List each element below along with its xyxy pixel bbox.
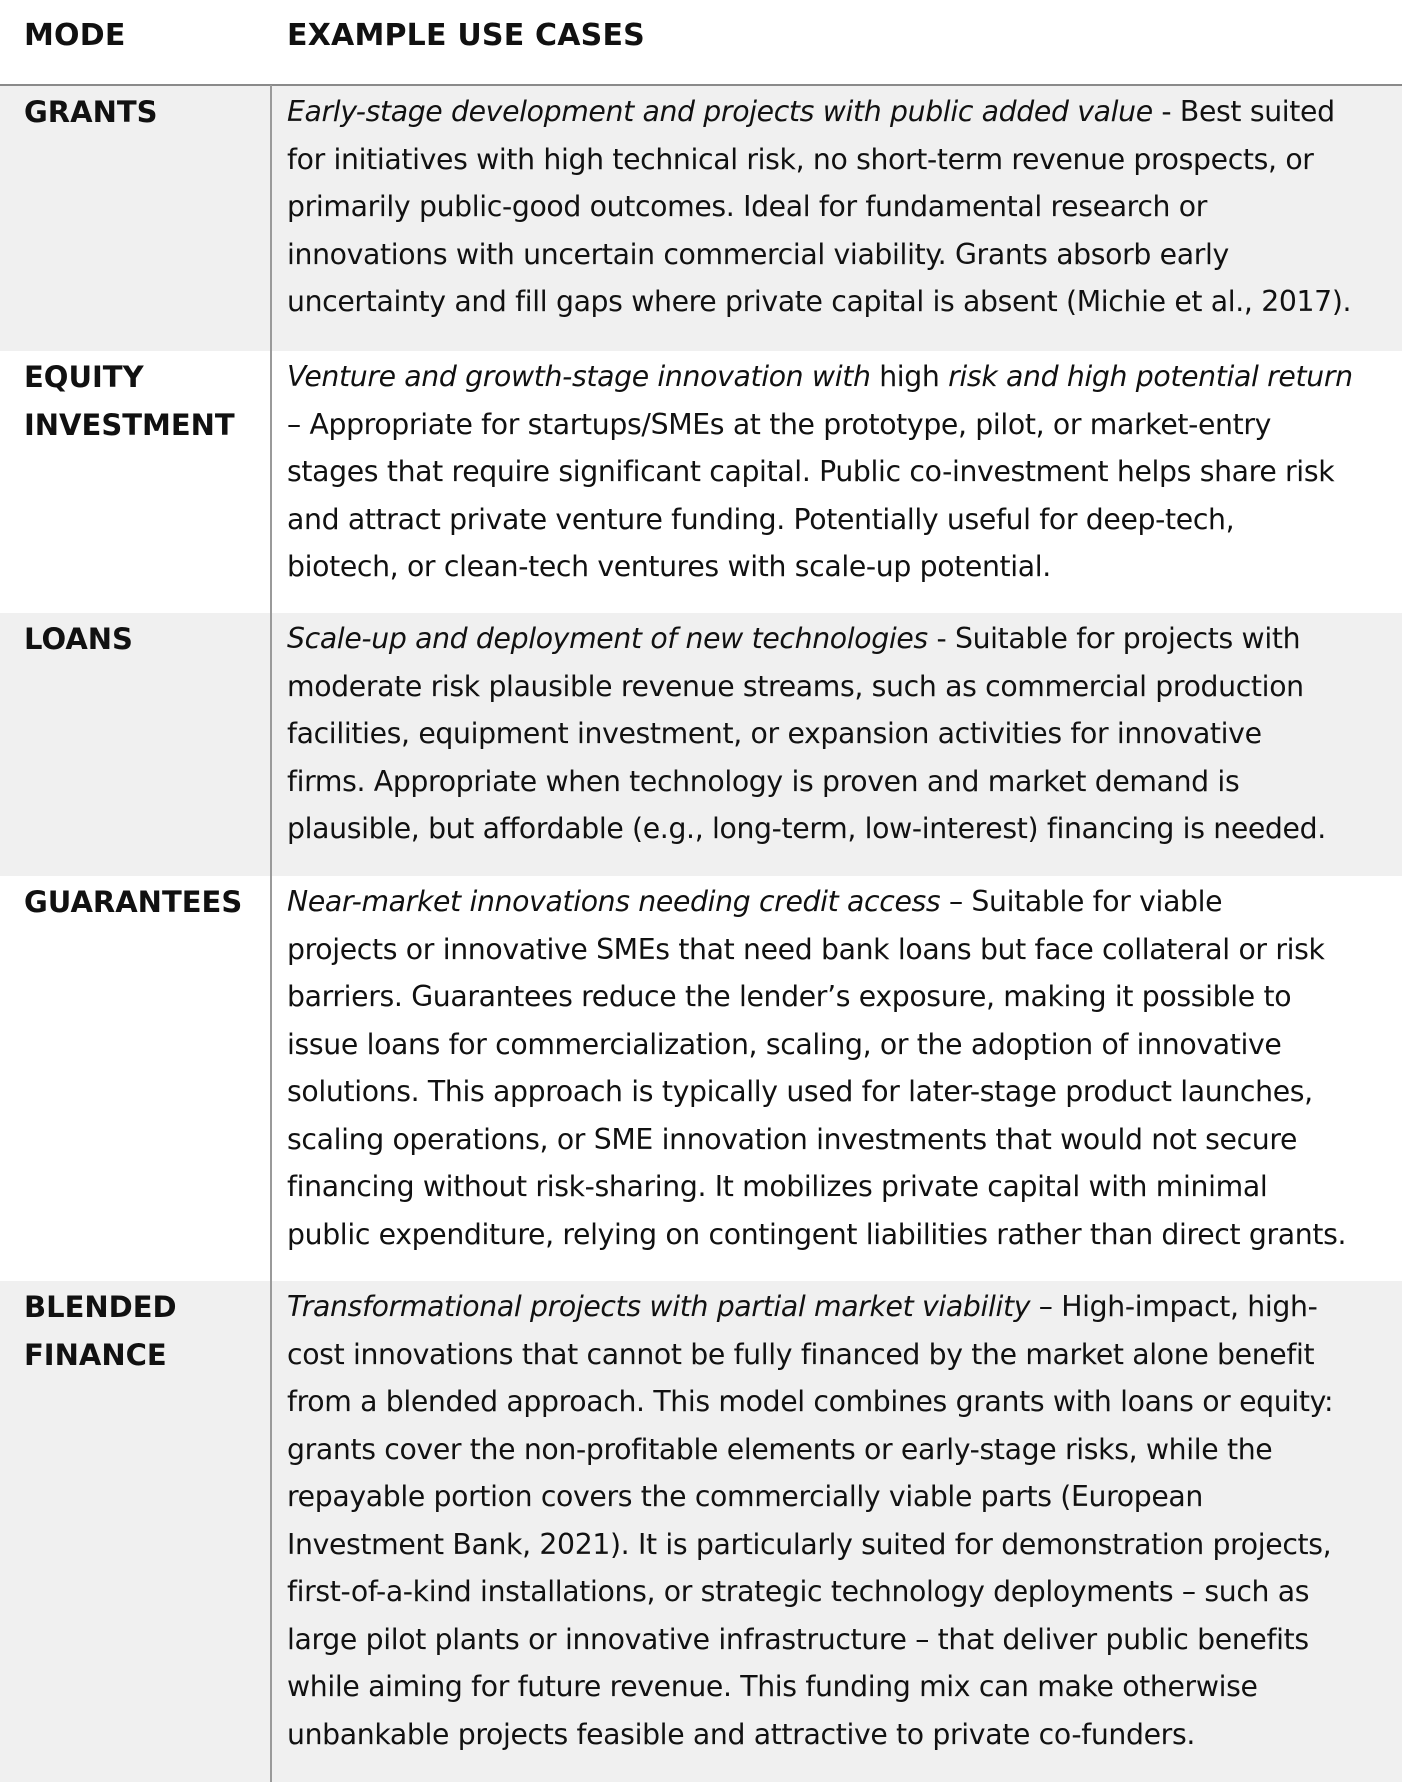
column-divider	[270, 85, 272, 1782]
use-case-cell	[287, 1283, 1395, 1758]
use-case-line	[287, 758, 1395, 806]
body-text: biotech, or clean-tech ventures with scale-up potential.	[287, 550, 1051, 583]
body-text: high	[870, 360, 949, 393]
mode-cell: BLENDED FINANCE	[24, 1290, 177, 1372]
italic-lead-text: risk and high potential return	[948, 360, 1353, 393]
body-text: unbankable projects feasible and attractive to private co-funders.	[287, 1717, 1195, 1751]
body-text: – High-impact, high-	[1030, 1290, 1318, 1323]
body-text: primarily public-good outcomes. Ideal for fundamental research or	[287, 190, 1208, 223]
body-text: – Appropriate for startups/SMEs at the prototype, pilot, or market-entry	[287, 407, 1272, 441]
body-text: large pilot plants or innovative infrastructure – that deliver public benefits	[287, 1622, 1309, 1656]
table-row-guarantees	[0, 876, 1402, 1281]
body-text: barriers. Guarantees reduce the lender’s exposure, making it possible to	[287, 980, 1292, 1013]
use-case-cell	[287, 878, 1395, 1258]
body-text: stages that require significant capital. Public co-investment helps share risk	[287, 455, 1335, 488]
italic-lead-text: Scale-up and deployment of new technologies	[287, 622, 928, 655]
use-case-line	[287, 543, 1395, 591]
body-text: uncertainty and fill gaps where private capital is absent (Michie et al., 2017).	[287, 285, 1352, 318]
use-case-line	[287, 1473, 1395, 1521]
use-case-line	[287, 136, 1395, 184]
italic-lead-text: Near-market innovations needing credit access	[287, 885, 941, 918]
use-case-line	[287, 710, 1395, 758]
body-text: facilities, equipment investment, or expansion activities for innovative	[287, 717, 1262, 750]
use-case-line	[287, 448, 1395, 496]
use-case-line	[287, 1663, 1395, 1711]
body-text: moderate risk plausible revenue streams, such as commercial production	[287, 669, 1304, 703]
use-case-line	[287, 1378, 1395, 1426]
body-text: Investment Bank, 2021). It is particularly suited for demonstration projects,	[287, 1527, 1332, 1561]
italic-lead-text: Early-stage development and projects with public added value	[287, 95, 1153, 128]
use-case-line	[287, 88, 1395, 136]
use-case-line	[287, 1211, 1395, 1259]
body-text: first-of-a-kind installations, or strategic technology deployments – such as	[287, 1575, 1310, 1608]
body-text: – Suitable for viable	[940, 885, 1223, 918]
body-text: cost innovations that cannot be fully financed by the market alone benefit	[287, 1337, 1315, 1371]
use-case-line	[287, 1711, 1395, 1759]
use-case-line	[287, 183, 1395, 231]
use-case-line	[287, 973, 1395, 1021]
use-case-line	[287, 1116, 1395, 1164]
body-text: - Suitable for projects with	[927, 622, 1301, 655]
use-case-line	[287, 1068, 1395, 1116]
use-case-line	[287, 1616, 1395, 1664]
body-text: projects or innovative SMEs that need bank loans but face collateral or risk	[287, 932, 1325, 966]
body-text: solutions. This approach is typically used for later-stage product launches,	[287, 1075, 1313, 1108]
use-case-line	[287, 926, 1395, 974]
body-text: for initiatives with high technical risk, no short-term revenue prospects, or	[287, 142, 1314, 176]
body-text: and attract private venture funding. Potentially useful for deep-tech,	[287, 502, 1235, 536]
use-case-line	[287, 1021, 1395, 1069]
italic-lead-text: Venture and growth-stage innovation with	[287, 360, 871, 393]
use-case-line	[287, 1568, 1395, 1616]
mode-cell: EQUITY INVESTMENT	[24, 360, 235, 442]
use-case-line	[287, 615, 1395, 663]
mode-cell: GRANTS	[24, 95, 158, 129]
body-text: - Best suited	[1152, 95, 1335, 128]
use-case-line	[287, 805, 1395, 853]
header-mode: MODE	[24, 18, 126, 53]
use-case-cell	[287, 88, 1395, 326]
body-text: plausible, but affordable (e.g., long-term, low-interest) financing is needed.	[287, 812, 1326, 845]
mode-cell: LOANS	[24, 622, 133, 656]
header-example-use-cases: EXAMPLE USE CASES	[287, 18, 645, 53]
use-case-line	[287, 496, 1395, 544]
use-case-cell	[287, 615, 1395, 853]
table-row-blended-finance	[0, 1281, 1402, 1782]
use-case-line	[287, 1331, 1395, 1379]
use-case-line	[287, 278, 1395, 326]
use-case-line	[287, 231, 1395, 279]
table-row-grants	[0, 86, 1402, 351]
body-text: grants cover the non-profitable elements or early-stage risks, while the	[287, 1432, 1273, 1466]
body-text: public expenditure, relying on contingent liabilities rather than direct grants.	[287, 1217, 1347, 1251]
mode-cell: GUARANTEES	[24, 885, 243, 919]
body-text: issue loans for commercialization, scaling, or the adoption of innovative	[287, 1027, 1282, 1061]
use-case-cell	[287, 353, 1395, 591]
body-text: innovations with uncertain commercial viability. Grants absorb early	[287, 237, 1229, 271]
body-text: while aiming for future revenue. This funding mix can make otherwise	[287, 1670, 1258, 1703]
use-case-line	[287, 353, 1395, 401]
use-case-line	[287, 1163, 1395, 1211]
use-case-line	[287, 663, 1395, 711]
body-text: repayable portion covers the commercially viable parts (European	[287, 1480, 1203, 1513]
use-case-line	[287, 878, 1395, 926]
use-case-line	[287, 1521, 1395, 1569]
use-case-line	[287, 1283, 1395, 1331]
use-case-line	[287, 1426, 1395, 1474]
body-text: from a blended approach. This model combines grants with loans or equity:	[287, 1385, 1334, 1418]
italic-lead-text: Transformational projects with partial market viability	[287, 1290, 1031, 1323]
table-row-loans	[0, 613, 1402, 876]
use-case-line	[287, 401, 1395, 449]
body-text: financing without risk-sharing. It mobilizes private capital with minimal	[287, 1170, 1268, 1203]
table-row-equity-investment	[0, 351, 1402, 613]
body-text: scaling operations, or SME innovation investments that would not secure	[287, 1122, 1298, 1156]
body-text: firms. Appropriate when technology is proven and market demand is	[287, 764, 1240, 798]
